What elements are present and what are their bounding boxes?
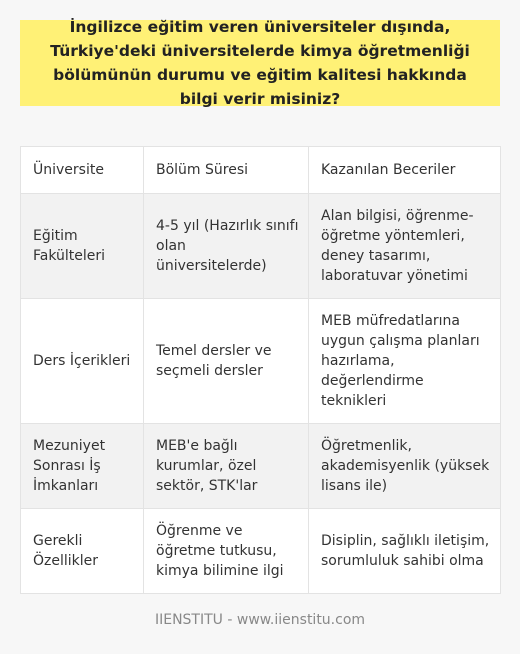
column-header-university: Üniversite	[21, 147, 144, 194]
info-table	[20, 146, 501, 594]
table-cell: Disiplin, sağlıklı iletişim, sorumluluk sahibi olma	[309, 509, 501, 594]
table-cell: Temel dersler ve seçmeli dersler	[144, 299, 309, 424]
table-row	[21, 424, 501, 509]
table-row	[21, 194, 501, 299]
table-cell: MEB müfredatlarına uygun çalışma planları hazırlama, değerlendirme teknikleri	[309, 299, 501, 424]
table-cell: Ders İçerikleri	[21, 299, 144, 424]
table-header-row	[21, 147, 501, 194]
page-title: İngilizce eğitim veren üniversiteler dışında, Türkiye'deki üniversitelerde kimya öğretmenliği bölümünün durumu ve eğitim kalitesi hakkında bilgi verir misiniz?	[50, 18, 470, 108]
table-cell: MEB'e bağlı kurumlar, özel sektör, STK'lar	[144, 424, 309, 509]
column-header-duration: Bölüm Süresi	[144, 147, 309, 194]
table-cell: Öğretmenlik, akademisyenlik (yüksek lisans ile)	[309, 424, 501, 509]
table-cell: Alan bilgisi, öğrenme-öğretme yöntemleri, deney tasarımı, laboratuvar yönetimi	[309, 194, 501, 299]
table-cell: Gerekli Özellikler	[21, 509, 144, 594]
column-header-skills: Kazanılan Beceriler	[309, 147, 501, 194]
footer-credit: IIENSTITU - www.iienstitu.com	[154, 612, 366, 628]
table-cell: Eğitim Fakülteleri	[21, 194, 144, 299]
table-cell: Öğrenme ve öğretme tutkusu, kimya bilimine ilgi	[144, 509, 309, 594]
table-cell: Mezuniyet Sonrası İş İmkanları	[21, 424, 144, 509]
question-banner	[20, 20, 500, 106]
table-row	[21, 299, 501, 424]
table-cell: 4-5 yıl (Hazırlık sınıfı olan üniversitelerde)	[144, 194, 309, 299]
table-row	[21, 509, 501, 594]
